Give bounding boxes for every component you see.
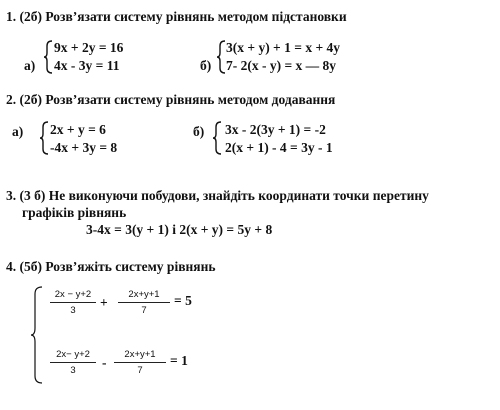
task4-eq1-fraction-bar2 bbox=[118, 302, 170, 303]
task4-eq2-fraction-bar1 bbox=[50, 362, 96, 363]
task4-eq1-operator: + bbox=[100, 295, 108, 310]
task2-b-eq1: 3x - 2(3y + 1) = -2 bbox=[225, 122, 326, 137]
task2-heading: 2. (2б) Розв’язати систему рівнянь методом додавання bbox=[6, 92, 336, 107]
task2-a-eq1: 2x + y = 6 bbox=[50, 122, 106, 137]
task2-a-eq2: -4x + 3y = 8 bbox=[50, 140, 118, 155]
task1-a-eq2: 4x - 3y = 11 bbox=[54, 58, 120, 73]
task1-b-eq2: 7- 2(x - y) = x — 8y bbox=[226, 58, 337, 73]
task4-eq2-numerator2: 2x+y+1 bbox=[124, 349, 156, 360]
task4-eq1-numerator1: 2x − y+2 bbox=[54, 289, 92, 300]
task4-eq2-denominator2: 7 bbox=[137, 365, 143, 376]
task4-brace-icon bbox=[30, 286, 44, 384]
task2-b-eq2: 2(x + 1) - 4 = 3y - 1 bbox=[225, 140, 333, 155]
task4-eq1-fraction-bar1 bbox=[50, 302, 96, 303]
task1-a-eq1: 9x + 2y = 16 bbox=[54, 40, 124, 55]
task2-a-brace-icon bbox=[40, 121, 50, 155]
task3-equations: 3-4x = 3(y + 1) і 2(x + y) = 5y + 8 bbox=[86, 222, 273, 237]
task4-eq2-rhs: = 1 bbox=[170, 353, 188, 368]
task4-eq2-fraction-bar2 bbox=[114, 362, 166, 363]
task2-a-label: а) bbox=[12, 124, 24, 139]
task4-eq1-numerator2: 2x+y+1 bbox=[128, 289, 160, 300]
task1-a-brace-icon bbox=[44, 40, 54, 74]
task1-heading: 1. (2б) Розв’язати систему рівнянь методом підстановки bbox=[6, 9, 347, 24]
task2-b-brace-icon bbox=[213, 121, 223, 155]
task4-eq1-denominator2: 7 bbox=[141, 305, 147, 316]
task4-eq2-numerator1: 2x− y+2 bbox=[56, 349, 90, 360]
task1-b-eq1: 3(x + y) + 1 = x + 4y bbox=[226, 40, 341, 55]
task1-a-label: а) bbox=[24, 58, 36, 73]
task4-heading: 4. (5б) Розв’яжіть систему рівнянь bbox=[6, 259, 216, 274]
task4-eq2-denominator1: 3 bbox=[70, 365, 76, 376]
task4-eq1-denominator1: 3 bbox=[70, 305, 76, 316]
task2-b-label: б) bbox=[193, 124, 205, 139]
task3-heading-line1: 3. (3 б) Не виконуючи побудови, знайдіть координати точки перетину bbox=[6, 188, 429, 203]
task1-b-label: б) bbox=[200, 58, 212, 73]
task4-eq1-rhs: = 5 bbox=[174, 293, 192, 308]
task4-eq2-operator: - bbox=[102, 355, 107, 370]
task3-heading-line2: графіків рівнянь bbox=[22, 205, 127, 220]
